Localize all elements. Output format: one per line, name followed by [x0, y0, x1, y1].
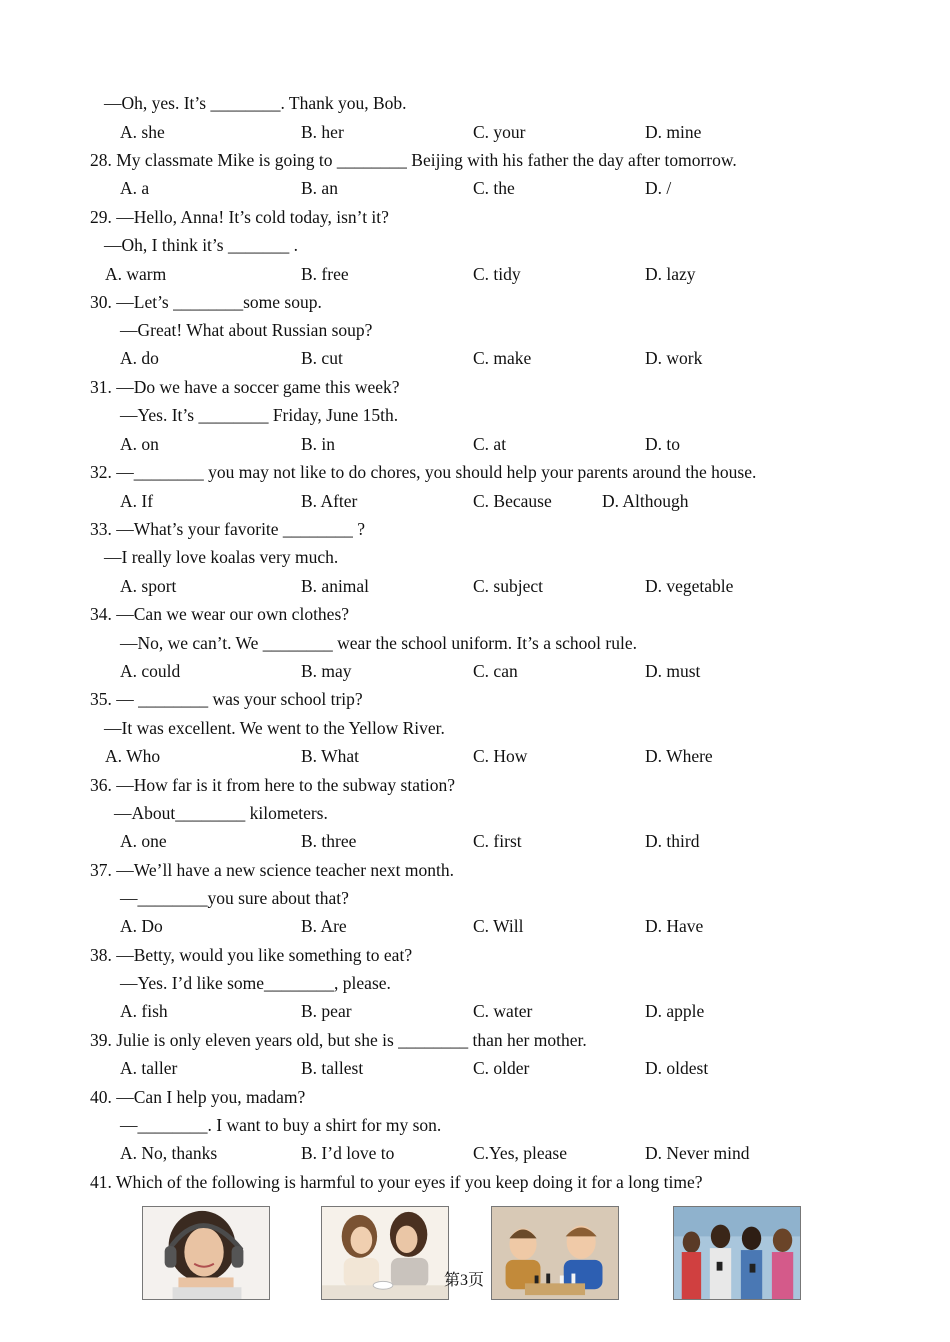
option-32-b: B. After: [301, 491, 358, 511]
option-28-b: B. an: [301, 178, 338, 198]
option-27-a: A. she: [120, 122, 165, 142]
girls-using-phones-photo: [673, 1206, 801, 1300]
option-35-c: C. How: [473, 746, 528, 766]
question-38-stem: 38. —Betty, would you like something to eat?: [90, 945, 413, 965]
option-39-b: B. tallest: [301, 1058, 364, 1078]
option-39-d: D. oldest: [645, 1058, 709, 1078]
option-30-b: B. cut: [301, 348, 343, 368]
option-29-a: A. warm: [105, 264, 167, 284]
question-38-reply: —Yes. I’d like some________, please.: [120, 973, 391, 993]
option-31-b: B. in: [301, 434, 336, 454]
option-28-c: C. the: [473, 178, 515, 198]
question-32-stem: 32. —________ you may not like to do chores, you should help your parents around the house.: [90, 462, 757, 482]
option-27-c: C. your: [473, 122, 526, 142]
question-41-stem: 41. Which of the following is harmful to your eyes if you keep doing it for a long time?: [90, 1172, 703, 1192]
question-29-reply: —Oh, I think it’s _______ .: [104, 235, 298, 255]
question-27-line: —Oh, yes. It’s ________. Thank you, Bob.: [104, 93, 407, 113]
option-37-b: B. Are: [301, 916, 347, 936]
question-39-stem: 39. Julie is only eleven years old, but she is ________ than her mother.: [90, 1030, 587, 1050]
question-40-stem: 40. —Can I help you, madam?: [90, 1087, 306, 1107]
option-33-b: B. animal: [301, 576, 370, 596]
question-29-stem: 29. —Hello, Anna! It’s cold today, isn’t it?: [90, 207, 389, 227]
option-40-a: A. No, thanks: [120, 1143, 218, 1163]
option-32-a: A. If: [120, 491, 154, 511]
option-40-d: D. Never mind: [645, 1143, 750, 1163]
option-36-b: B. three: [301, 831, 357, 851]
option-30-c: C. make: [473, 348, 532, 368]
option-36-a: A. one: [120, 831, 167, 851]
question-30-stem: 30. —Let’s ________some soup.: [90, 292, 322, 312]
option-40-c: C.Yes, please: [473, 1143, 567, 1163]
option-32-d: D. Although: [602, 491, 689, 511]
option-28-a: A. a: [120, 178, 150, 198]
option-39-c: C. older: [473, 1058, 530, 1078]
option-36-c: C. first: [473, 831, 522, 851]
option-29-c: C. tidy: [473, 264, 521, 284]
option-38-c: C. water: [473, 1001, 533, 1021]
girls-chatting-photo: [321, 1206, 449, 1300]
option-34-a: A. could: [120, 661, 181, 681]
question-35-reply: —It was excellent. We went to the Yellow River.: [104, 718, 445, 738]
option-34-b: B. may: [301, 661, 352, 681]
option-37-c: C. Will: [473, 916, 524, 936]
question-36-stem: 36. —How far is it from here to the subway station?: [90, 775, 455, 795]
option-34-c: C. can: [473, 661, 518, 681]
option-29-b: B. free: [301, 264, 349, 284]
option-32-c: C. Because: [473, 491, 552, 511]
option-33-c: C. subject: [473, 576, 543, 596]
option-27-d: D. mine: [645, 122, 702, 142]
question-37-stem: 37. —We’ll have a new science teacher next month.: [90, 860, 454, 880]
question-34-reply: —No, we can’t. We ________ wear the school uniform. It’s a school rule.: [120, 633, 637, 653]
option-30-a: A. do: [120, 348, 159, 368]
option-31-d: D. to: [645, 434, 680, 454]
option-30-d: D. work: [645, 348, 703, 368]
question-36-reply: —About________ kilometers.: [114, 803, 328, 823]
question-35-stem: 35. — ________ was your school trip?: [90, 689, 363, 709]
question-37-reply: —________you sure about that?: [120, 888, 349, 908]
option-29-d: D. lazy: [645, 264, 696, 284]
option-38-a: A. fish: [120, 1001, 168, 1021]
option-33-a: A. sport: [120, 576, 177, 596]
option-38-b: B. pear: [301, 1001, 352, 1021]
option-37-a: A. Do: [120, 916, 163, 936]
question-28-stem: 28. My classmate Mike is going to ________ Beijing with his father the day after tomorrow.: [90, 150, 737, 170]
option-35-a: A. Who: [105, 746, 161, 766]
question-33-stem: 33. —What’s your favorite ________ ?: [90, 519, 366, 539]
girl-with-headphones-photo: [142, 1206, 270, 1300]
question-31-stem: 31. —Do we have a soccer game this week?: [90, 377, 400, 397]
option-31-a: A. on: [120, 434, 159, 454]
question-33-reply: —I really love koalas very much.: [104, 547, 339, 567]
option-38-d: D. apple: [645, 1001, 705, 1021]
option-36-d: D. third: [645, 831, 700, 851]
option-31-c: C. at: [473, 434, 507, 454]
option-35-b: B. What: [301, 746, 360, 766]
question-40-reply: —________. I want to buy a shirt for my son.: [120, 1115, 442, 1135]
option-37-d: D. Have: [645, 916, 704, 936]
option-40-b: B. I’d love to: [301, 1143, 395, 1163]
question-34-stem: 34. —Can we wear our own clothes?: [90, 604, 350, 624]
page-number: 第3页: [444, 1272, 485, 1289]
option-28-d: D. /: [645, 178, 672, 198]
option-39-a: A. taller: [120, 1058, 178, 1078]
option-35-d: D. Where: [645, 746, 713, 766]
boys-playing-chess-photo: [491, 1206, 619, 1300]
option-33-d: D. vegetable: [645, 576, 734, 596]
option-27-b: B. her: [301, 122, 344, 142]
question-31-reply: —Yes. It’s ________ Friday, June 15th.: [120, 405, 399, 425]
option-34-d: D. must: [645, 661, 701, 681]
question-30-reply: —Great! What about Russian soup?: [120, 320, 373, 340]
